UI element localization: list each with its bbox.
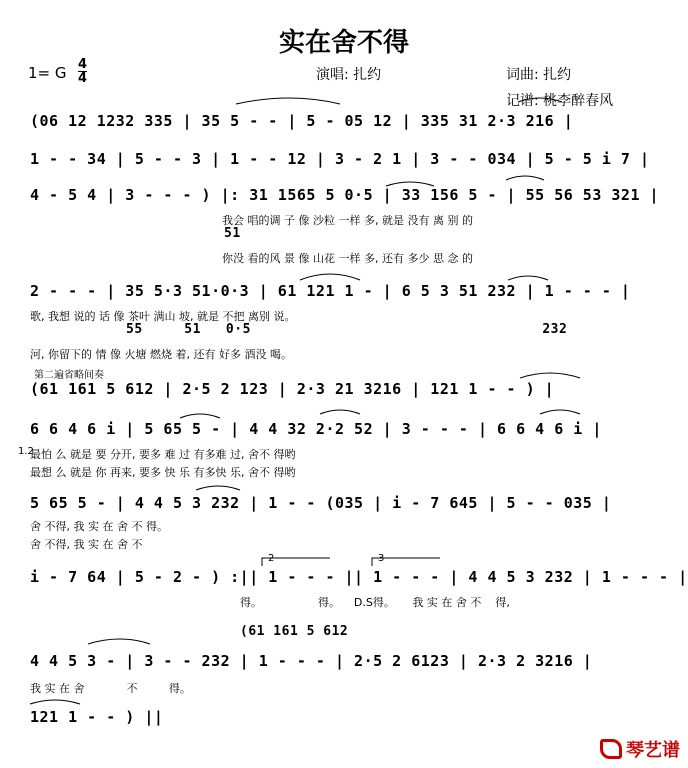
- brand-logo: [600, 736, 680, 762]
- key-label: 1= G: [28, 64, 67, 82]
- score-row-2: 1 - - 34 | 5 - - 3 | 1 - - 12 | 3 - 2 1 | 3 - - 034 | 5 - 5 i 7 |: [30, 150, 650, 168]
- logo-text: 琴艺谱: [626, 740, 680, 761]
- singer-credit: 演唱: 扎约: [316, 67, 382, 83]
- score-row-4: 2 - - - | 35 5·3 51·0·3 | 61 121 1 - | 6 5 3 51 232 | 1 - - - |: [30, 282, 631, 300]
- time-sig-top: 4: [78, 57, 88, 72]
- lyric-row-3b: 你没 看的风 景 像 山花 一样 多, 还有 多少 思 念 的: [222, 252, 473, 265]
- lyric-row-9: 我 实 在 舍 不 得。: [30, 682, 191, 695]
- ending-3-label: 3: [378, 553, 385, 564]
- interlude-row-9: (61 161 5 612: [240, 624, 349, 639]
- composer-credit: 词曲: 扎约: [506, 67, 572, 83]
- time-sig-bottom: 4: [78, 71, 88, 86]
- interlude-note: 第二遍省略间奏: [34, 370, 104, 381]
- score-row-10: 121 1 - - ) ||: [30, 708, 164, 726]
- volta-label: 1.2: [18, 446, 34, 457]
- score-row-7: 5 65 5 - | 4 4 5 3 232 | 1 - - (035 | i - 7 645 | 5 - - 035 |: [30, 494, 612, 512]
- transcriber-credit: 记谱: 桃李醉春风: [506, 93, 614, 109]
- score-row-3: 4 - 5 4 | 3 - - - ) |: 31 1565 5 0·5 | 33 156 5 - | 55 56 53 321 |: [30, 186, 660, 204]
- score-row-9: 4 4 5 3 - | 3 - - 232 | 1 - - - | 2·5 2 6123 | 2·3 2 3216 |: [30, 652, 593, 670]
- lyric-row-7b: 舍 不得, 我 实 在 舍 不: [30, 538, 143, 551]
- lyric-row-6a: 最怕 么 就是 要 分开, 要多 难 过 有多难 过, 舍不 得哟: [30, 448, 296, 461]
- alt-notes-row-3: 51: [224, 226, 241, 241]
- lyric-row-8: 得。 得。 D.S得。 我 实 在 舍 不 得,: [240, 596, 510, 609]
- lyric-row-3a: 我会 唱的调 子 像 沙粒 一样 多, 就是 没有 离 别 的: [222, 214, 473, 227]
- alt-notes-row-4: 55 51 0·5 232: [126, 322, 568, 337]
- ending-2-label: 2: [268, 553, 275, 564]
- score-row-8: i - 7 64 | 5 - 2 - ) :|| 1 - - - || 1 - - - | 4 4 5 3 232 | 1 - - - |: [30, 568, 688, 586]
- score-row-5: (61 161 5 612 | 2·5 2 123 | 2·3 21 3216 | 121 1 - - ) |: [30, 380, 555, 398]
- lyric-row-6b: 最想 么 就是 你 再来, 要多 快 乐 有多快 乐, 舍不 得哟: [30, 466, 296, 479]
- score-row-6: 6 6 4 6 i | 5 65 5 - | 4 4 32 2·2 52 | 3 - - - | 6 6 4 6 i |: [30, 420, 602, 438]
- lyric-row-7a: 舍 不得, 我 实 在 舍 不 得。: [30, 520, 168, 533]
- page-title: 实在舍不得: [278, 28, 409, 58]
- lyric-row-4b: 河, 你留下的 情 像 火塘 燃烧 着, 还有 好多 酒没 喝。: [30, 348, 292, 361]
- lyric-row-4a: 歌, 我想 说的 话 像 茶叶 满山 坡, 就是 不把 离别 说。: [30, 310, 296, 323]
- logo-icon: [600, 739, 622, 759]
- score-row-1: (06 12 1232 335 | 35 5 - - | 5 - 05 12 | 335 31 2·3 216 |: [30, 112, 574, 130]
